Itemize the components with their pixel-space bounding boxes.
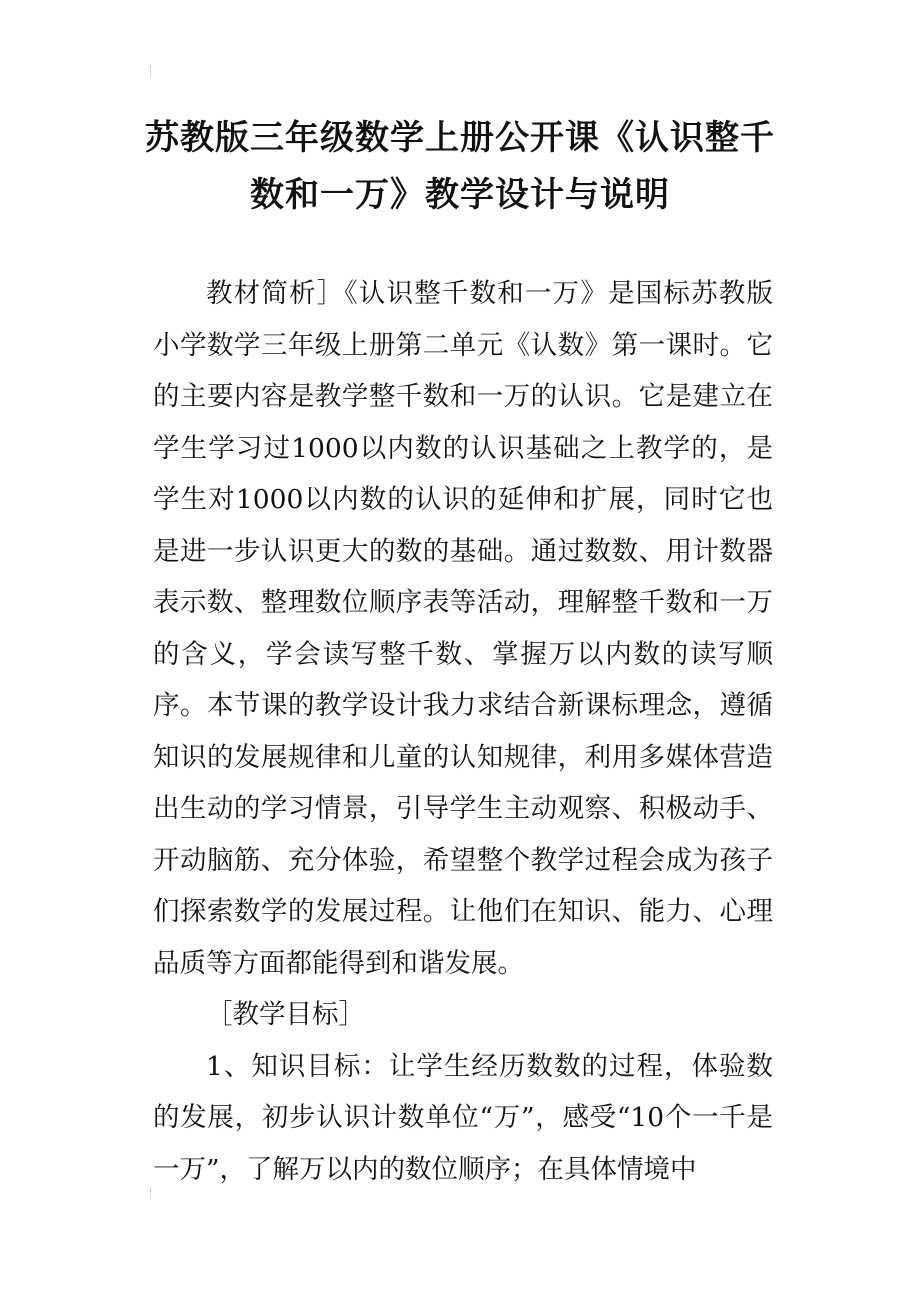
page-corner-mark: [150, 66, 157, 76]
paragraph-textbook-analysis: 教材简析］《认识整千数和一万》是国标苏教版小学数学三年级上册第二单元《认数》第一课时。它的主要内容是教学整千数和一万的认识。它是建立在学生学习过1000以内数的认识基础之上教学的，是学生对1000以内数的认识的延伸和扩展，同时它也是进一步认识更大的数的基础。通过数数、用计数器表示数、整理数位顺序表等活动，理解整千数和一万的含义，学会读写整千数、掌握万以内数的读写顺序。本节课的教学设计我力求结合新课标理念，遵循知识的发展规律和儿童的认知规律，利用多媒体营造出生动的学习情景，引导学生主动观察、积极动手、开动脑筋、充分体验，希望整个教学过程会成为孩子们探索数学的发展过程。让他们在知识、能力、心理品质等方面都能得到和谐发展。: [153, 278, 773, 979]
document-body: [153, 268, 773, 1195]
document-title: 苏教版三年级数学上册公开课《认识整千数和一万》教学设计与说明: [145, 118, 775, 215]
page-corner-mark: [150, 1188, 157, 1198]
paragraph-knowledge-goal: 1、知识目标：让学生经历数数的过程，体验数的发展，初步认识计数单位“万”，感受“10个一千是一万”，了解万以内的数位顺序；在具体情境中: [153, 1050, 773, 1185]
paragraph-teaching-goals-heading: ［教学目标］: [206, 999, 365, 1030]
